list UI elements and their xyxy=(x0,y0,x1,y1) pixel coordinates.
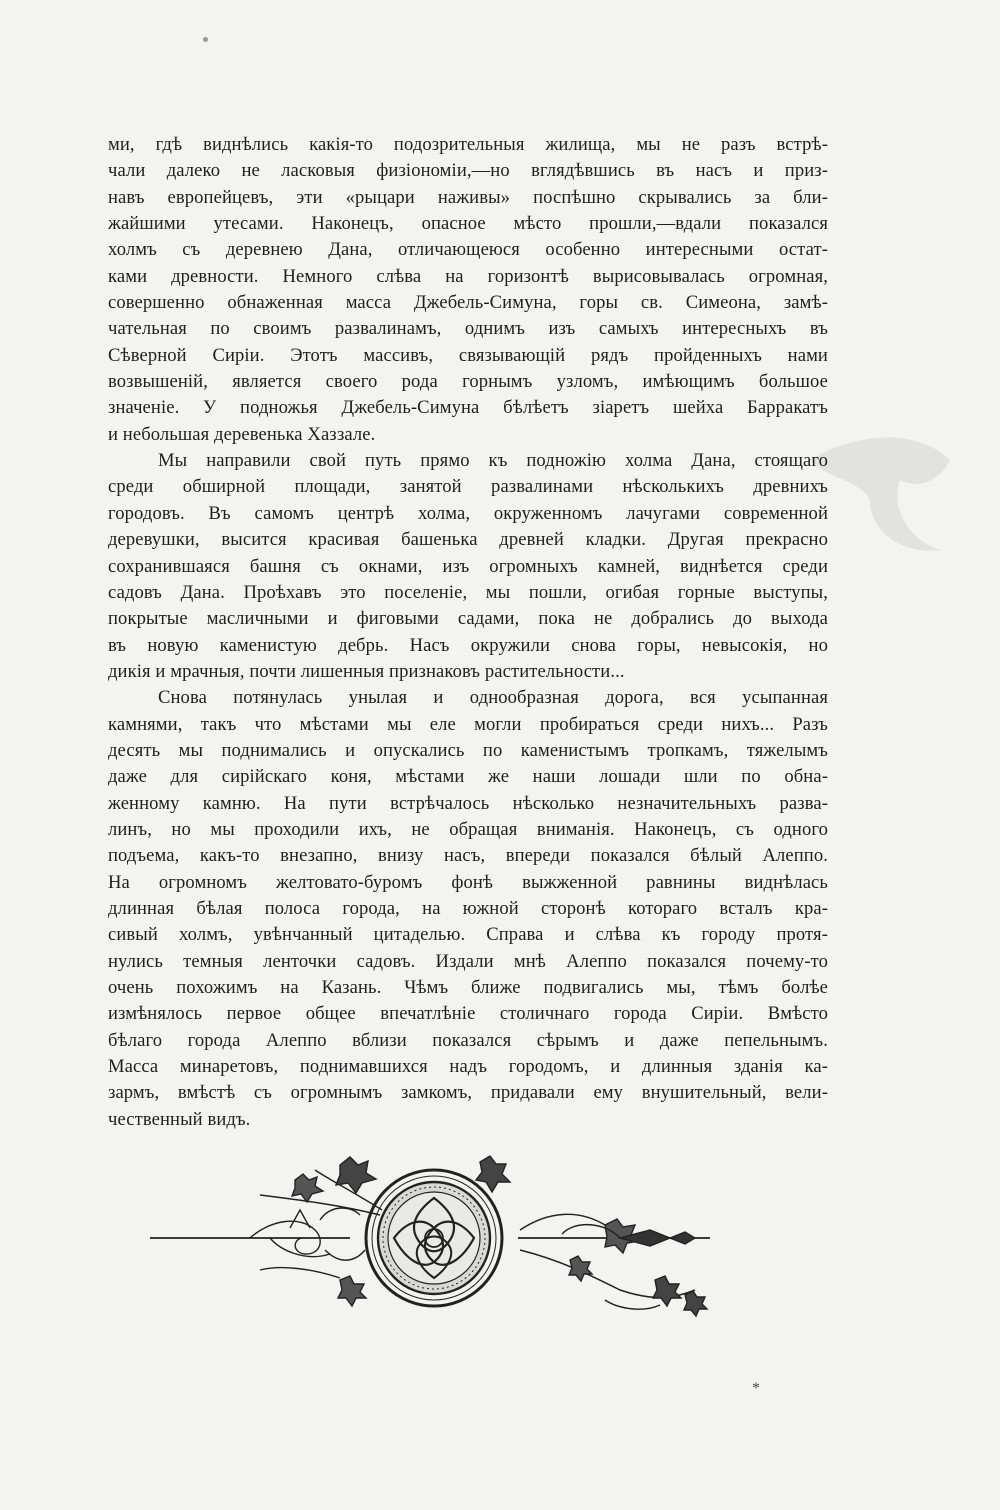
text-line: сивый холмъ, увѣнчанный цитаделью. Справа и слѣва къ городу протя- xyxy=(108,924,828,946)
text-line: бѣлаго города Алеппо вблизи показался сѣрымъ и даже пепельнымъ. xyxy=(108,1029,828,1051)
text-line: чали далеко не ласковыя физіономіи,—но вглядѣвшись въ насъ и приз- xyxy=(108,160,828,182)
text-line: совершенно обнаженная масса Джебель-Симуна, горы св. Симеона, замѣ- xyxy=(108,292,828,314)
text-line: холмъ съ деревнею Дана, отличающеюся особенно интересными остат- xyxy=(108,239,828,261)
text-line: жайшими утесами. Наконецъ, опасное мѣсто прошли,—вдали показался xyxy=(108,213,828,235)
text-line: линъ, но мы проходили ихъ, не обращая вниманія. Наконецъ, съ одного xyxy=(108,818,828,840)
text-line: зармъ, вмѣстѣ съ огромнымъ замкомъ, придавали ему внушительный, вели- xyxy=(108,1082,828,1104)
text-line: и небольшая деревенька Хаззале. xyxy=(108,423,376,445)
text-line: среди обширной площади, занятой развалинами нѣсколькихъ древнихъ xyxy=(108,476,828,498)
text-line: длинная бѣлая полоса города, на южной сторонѣ котораго всталъ кра- xyxy=(108,897,828,919)
text-line: измѣнялось первое общее впечатлѣніе столичнаго города Сиріи. Вмѣсто xyxy=(108,1003,828,1025)
text-line: ками древности. Немного слѣва на горизонтѣ вырисовывалась огромная, xyxy=(108,265,828,287)
decorative-tailpiece-ornament xyxy=(150,1150,730,1320)
text-line: женному камню. На пути встрѣчалось нѣсколько незначительныхъ разва- xyxy=(108,792,828,814)
text-line: Масса минаретовъ, поднимавшихся надъ городомъ, и длинныя зданія ка- xyxy=(108,1056,828,1078)
text-line: возвышеній, является своего рода горнымъ узломъ, имѣющимъ большое xyxy=(108,371,828,393)
text-line: камнями, такъ что мѣстами мы еле могли пробираться среди нихъ... Разъ xyxy=(108,713,828,735)
text-line: очень похожимъ на Казань. Чѣмъ ближе подвигались мы, тѣмъ болѣе xyxy=(108,977,828,998)
text-line: Сѣверной Сиріи. Этотъ массивъ, связывающій рядъ пройденныхъ нами xyxy=(108,344,828,366)
ink-speck xyxy=(203,37,208,42)
text-line: чественный видъ. xyxy=(108,1108,251,1130)
text-line: нулись темныя ленточки садовъ. Издали мнѣ Алеппо показался почему-то xyxy=(108,950,828,972)
text-line: сохранившаяся башня съ окнами, изъ огромныхъ камней, виднѣется среди xyxy=(108,555,828,577)
text-line: чательная по своимъ развалинамъ, однимъ изъ самыхъ интересныхъ въ xyxy=(108,318,828,340)
text-line: На огромномъ желтовато-буромъ фонѣ выжженной равнины виднѣлась xyxy=(108,871,828,893)
body-text xyxy=(108,132,828,1133)
footer-asterisk: * xyxy=(752,1380,760,1397)
text-line: даже для сирійскаго коня, мѣстами же наши лошади шли по обна- xyxy=(108,766,828,788)
paragraph-1 xyxy=(108,132,828,448)
text-line: Снова потянулась унылая и однообразная дорога, вся усыпанная xyxy=(158,687,828,709)
text-line: навъ европейцевъ, эти «рыцари наживы» поспѣшно скрывались за бли- xyxy=(108,186,828,208)
text-line: садовъ Дана. Проѣхавъ это поселеніе, мы пошли, огибая горные выступы, xyxy=(108,581,828,603)
text-line: въ новую каменистую дебрь. Насъ окружили снова горы, невысокія, но xyxy=(108,634,828,656)
paragraph-2 xyxy=(108,448,828,685)
text-line: дикія и мрачныя, почти лишенныя признаковъ растительности... xyxy=(108,660,625,682)
text-line: городовъ. Въ самомъ центрѣ холма, окруженномъ лачугами современной xyxy=(108,502,828,524)
text-line: покрытые масличными и фиговыми садами, пока не добрались до выхода xyxy=(108,608,828,630)
text-line: значеніе. У подножья Джебель-Симуна бѣлѣетъ зіаретъ шейха Барракатъ xyxy=(108,397,828,419)
text-line: подъема, какъ-то внезапно, внизу насъ, впереди показался бѣлый Алеппо. xyxy=(108,845,828,867)
text-line: ми, гдѣ виднѣлись какія-то подозрительныя жилища, мы не разъ встрѣ- xyxy=(108,134,828,155)
text-line: деревушки, высится красивая башенька древней кладки. Другая прекрасно xyxy=(108,529,828,551)
text-line: десять мы поднимались и опускались по каменистымъ тропкамъ, тяжелымъ xyxy=(108,739,828,761)
paragraph-3 xyxy=(108,685,828,1133)
text-line: Мы направили свой путь прямо къ подножію холма Дана, стоящаго xyxy=(158,450,828,472)
